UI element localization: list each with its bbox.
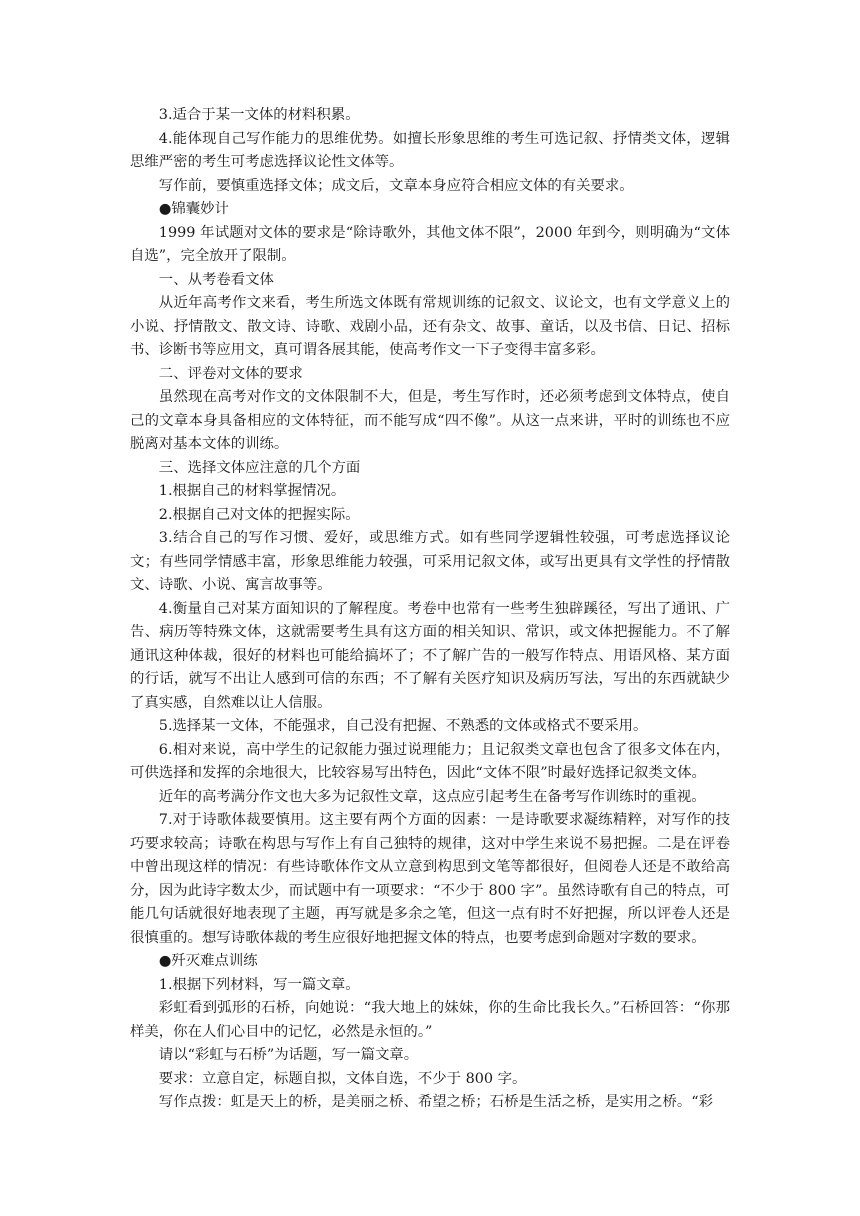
paragraph: 写作前，要慎重选择文体；成文后，文章本身应符合相应文体的有关要求。 [158,177,634,194]
subheading: 三、选择文体应注意的几个方面 [158,459,361,476]
subheading: 一、从考卷看文体 [158,271,274,288]
paragraph: 彩虹看到弧形的石桥，向她说：“我大地上的妹妹，你的生命比我长久。”石桥回答：“你那样美，你在人们心目中的记忆，必然是永恒的。” [130,1000,730,1040]
paragraph: 虽然现在高考对作文的文体限制不大，但是，考生写作时，还必须考虑到文体特点，使自己的文章本身具备相应的文体特征，而不能写成“四不像”。从这一点来讲，平时的训练也不应脱离对基本文体的训练。 [130,389,730,452]
paragraph: 4.能体现自己写作能力的思维优势。如擅长形象思维的考生可选记叙、抒情类文体，逻辑思维严密的考生可考虑选择议论性文体等。 [130,130,730,170]
paragraph: 3.适合于某一文体的材料积累。 [158,107,360,123]
paragraph: 从近年高考作文来看，考生所选文体既有常规训练的记叙文、议论文，也有文学意义上的小说、抒情散文、散文诗、诗歌、戏剧小品，还有杂文、故事、童话，以及书信、日记、招标书、诊断书等应用文，真可谓各展其能，使高考作文一下子变得丰富多彩。 [130,295,730,358]
document-body [130,104,730,1115]
paragraph: 写作点拨：虹是天上的桥，是美丽之桥、希望之桥；石桥是生活之桥，是实用之桥。“彩 [158,1094,714,1110]
list-item: 4.衡量自己对某方面知识的了解程度。考卷中也常有一些考生独辟蹊径，写出了通讯、广告、病历等特殊文体，这就需要考生具有这方面的相关知识、常识，或文体把握能力。不了解通讯这种体裁，很好的材料也可能给搞坏了；不了解广告的一般写作特点、用语风格、某方面的行话，就写不出让人感到可信的东西；不了解有关医疗知识及病历写法，写出的东西就缺少了真实感，自然难以让人信服。 [130,600,730,711]
list-item: 1.根据下列材料，写一篇文章。 [158,976,360,993]
paragraph: 近年的高考满分作文也大多为记叙性文章，这点应引起考生在备考写作训练时的重视。 [158,788,706,805]
section-heading: ●歼灭难点训练 [158,953,258,969]
list-item: 3.结合自己的写作习惯、爱好，或思维方式。如有些同学逻辑性较强，可考虑选择议论文；有些同学情感丰富，形象思维能力较强，可采用记叙文体，或写出更具有文学性的抒情散文、诗歌、小说、寓言故事等。 [130,530,730,593]
list-item: 7.对于诗歌体裁要慎用。这主要有两个方面的因素：一是诗歌要求凝练精粹，对写作的技巧要求较高；诗歌在构思与写作上有自己独特的规律，这对中学生来说不易把握。二是在评卷中曾出现这样的情况：有些诗歌体作文从立意到构思到文笔等都很好，但阅卷人还是不敢给高分，因为此诗字数太少，而试题中有一项要求：“不少于 800 字”。虽然诗歌有自己的特点，可能几句话就很好地表现了主题，再写就是多余之笔，但这一点有时不好把握，所以评卷人还是很慎重的。想写诗歌体裁的考生应很好地把握文体的特点，也要考虑到命题对字数的要求。 [130,812,730,946]
list-item: 2.根据自己对文体的把握实际。 [158,506,360,523]
list-item: 1.根据自己的材料掌握情况。 [158,483,346,499]
subheading: 二、评卷对文体的要求 [158,365,303,382]
list-item: 5.选择某一文体，不能强求，自己没有把握、不熟悉的文体或格式不要采用。 [158,718,648,734]
paragraph: 要求：立意自定，标题自拟，文体自选，不少于 800 字。 [158,1070,527,1087]
paragraph: 请以“彩虹与石桥”为话题，写一篇文章。 [158,1047,419,1063]
list-item: 6.相对来说，高中学生的记叙能力强过说理能力；且记叙类文章也包含了很多文体在内，可供选择和发挥的余地很大，比较容易写出特色，因此“文体不限”时最好选择记叙类文体。 [130,741,730,781]
paragraph: 1999 年试题对文体的要求是“除诗歌外，其他文体不限”，2000 年到今，则明确为“文体自选”，完全放开了限制。 [130,224,730,264]
section-heading: ●锦囊妙计 [158,201,229,217]
